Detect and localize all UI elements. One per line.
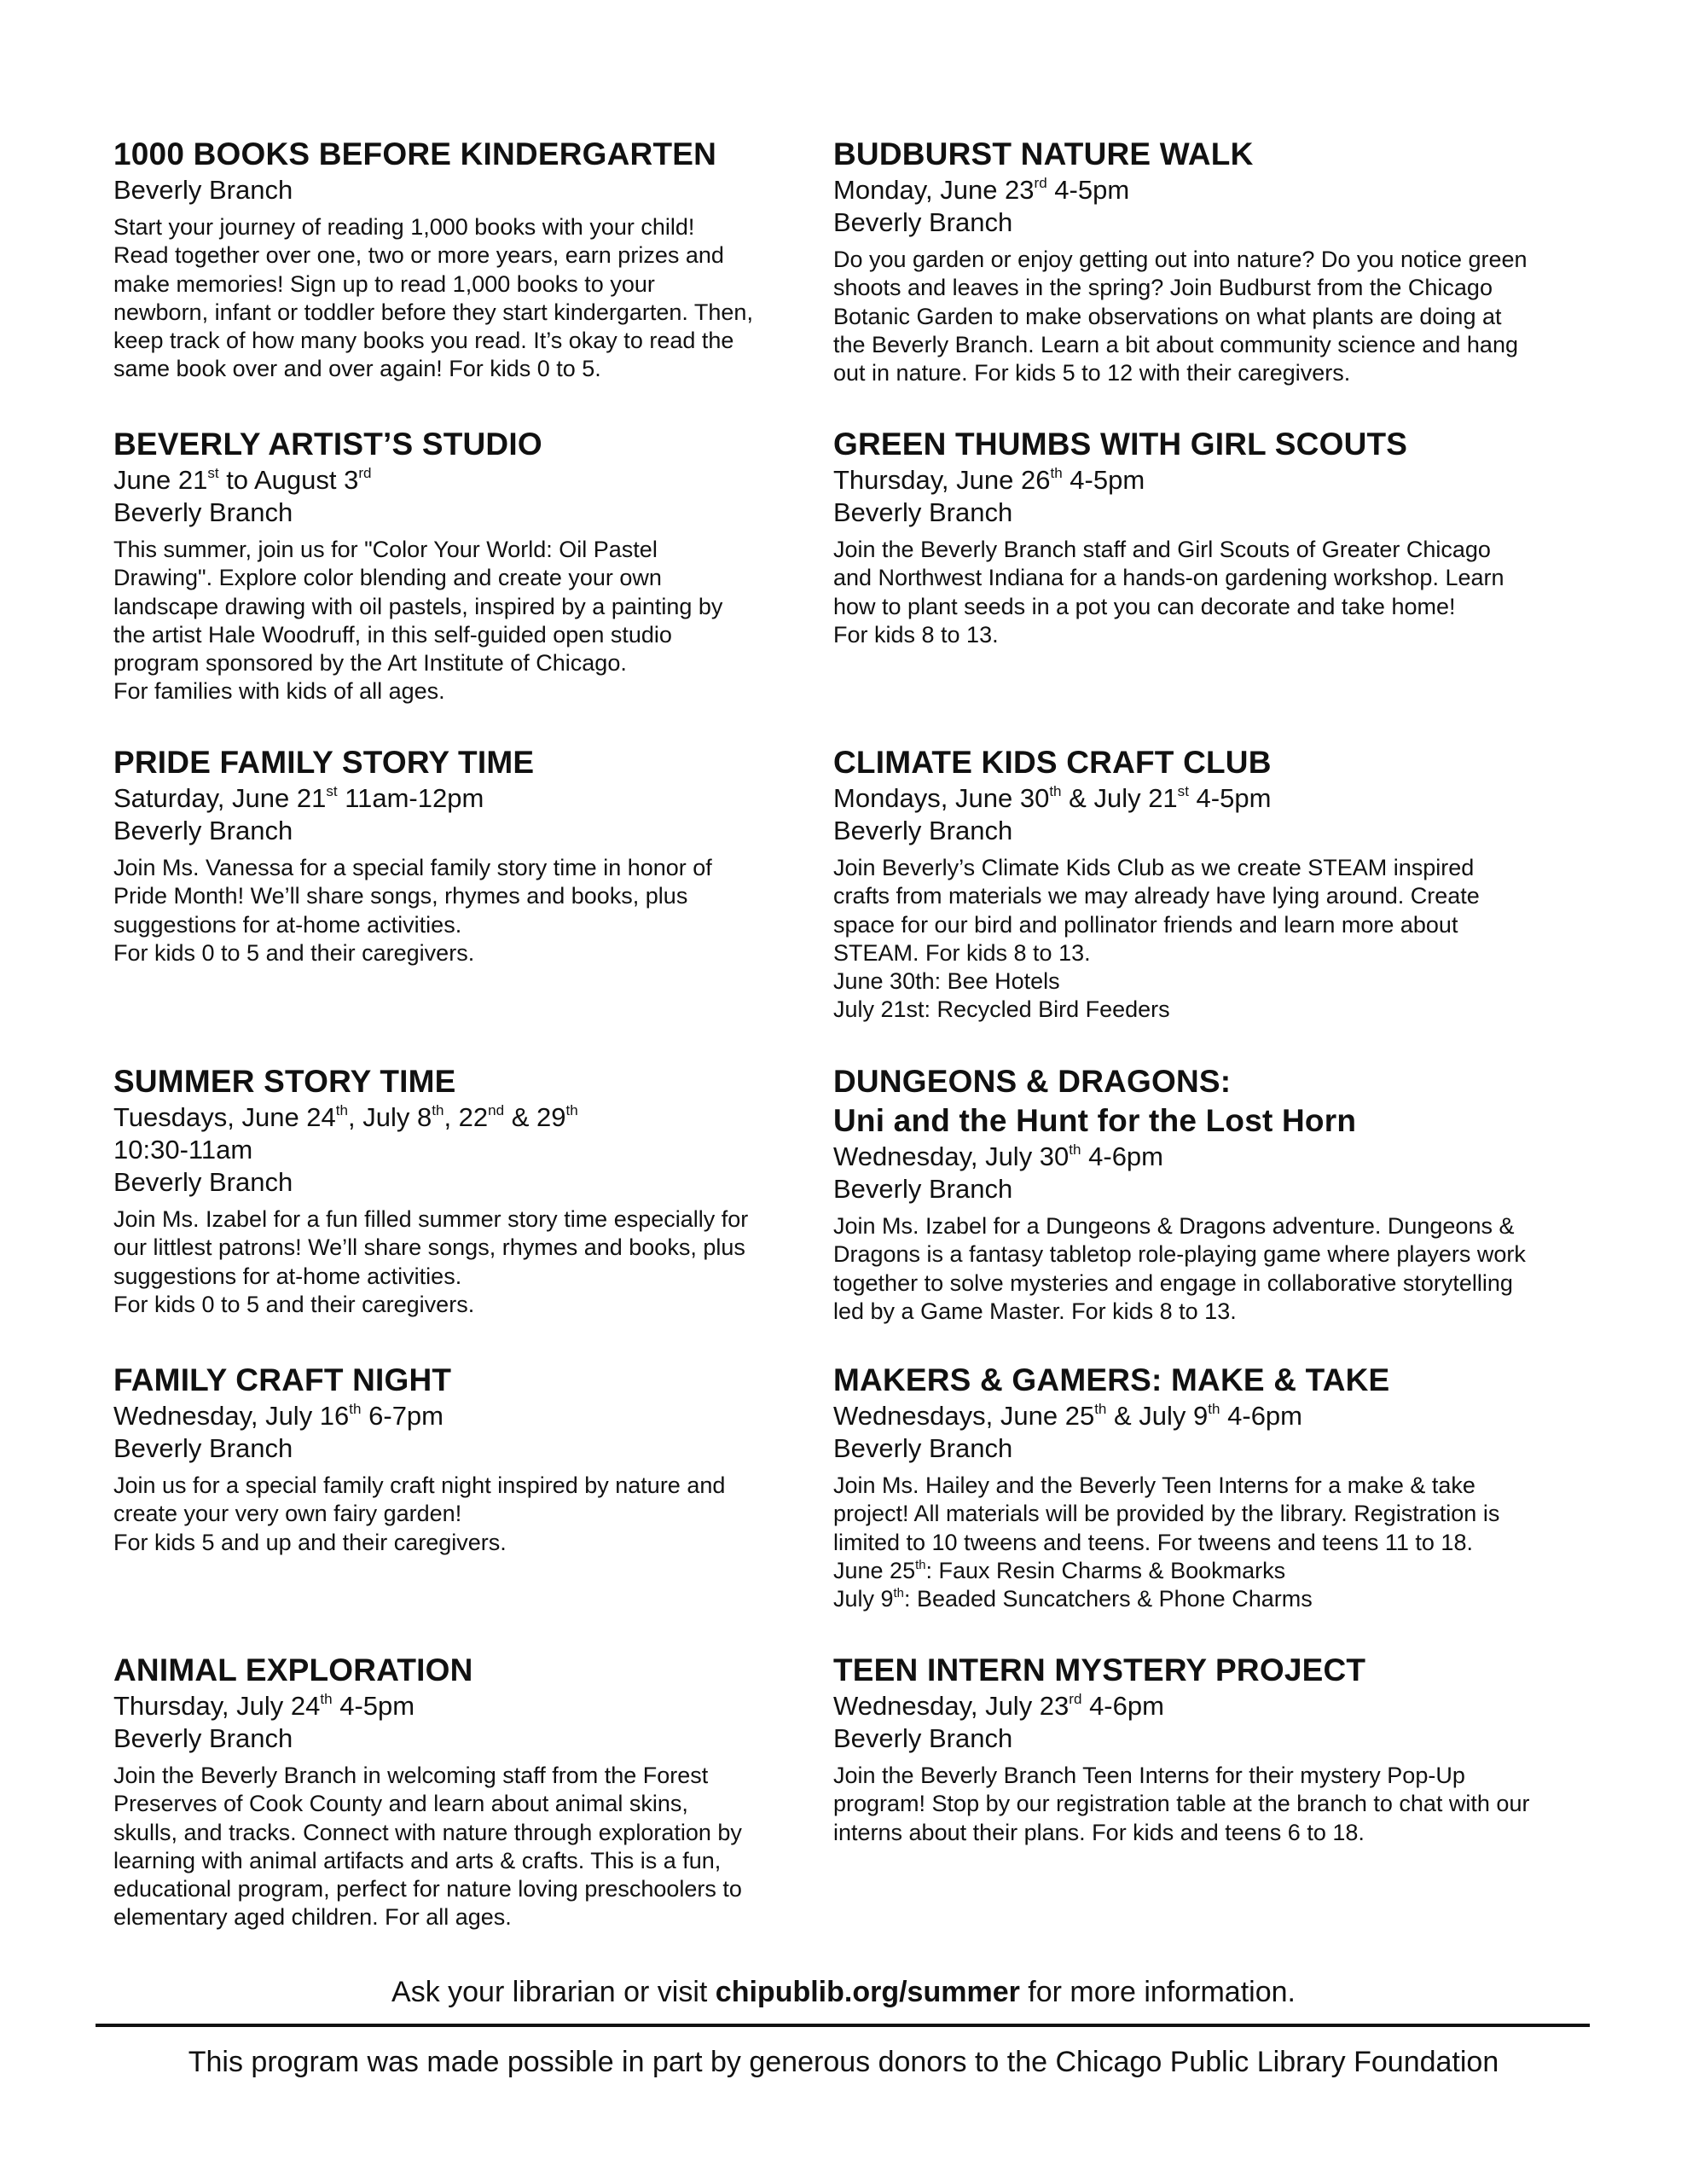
event-date: Thursday, June 26th 4-5pm (833, 465, 1145, 495)
event-animal-exploration (113, 1651, 742, 1932)
event-description: This summer, join us for "Color Your World: Oil Pastel Drawing". Explore color blending and create your own landscape drawing with oil pastels, inspired by a painting by the artist Hale Woodruff, in this self-guided open studio program sponsored by the Art Institute of Chicago. For families with kids of all ages. (113, 537, 723, 705)
event-description: Join the Beverly Branch staff and Girl Scouts of Greater Chicago and Northwest Indiana for a hands-on gardening workshop. Learn how to plant seeds in a pot you can decorate and take home! For kids 8 to 13. (833, 537, 1504, 648)
event-location: Beverly Branch (113, 175, 293, 205)
event-location: Beverly Branch (113, 1723, 293, 1753)
event-description: Start your journey of reading 1,000 books with your child! Read together over one, two or more years, earn prizes and make memories! Sign up to read 1,000 books to your newborn, infant or toddler before they start kindergarten. Then, keep track of how many books you read. It’s okay to read the same book over and over again! For kids 0 to 5. (113, 214, 753, 382)
event-teen-intern-mystery (833, 1651, 1529, 1847)
event-date: Tuesdays, June 24th, July 8th, 22nd & 29th (113, 1102, 578, 1132)
event-title: GREEN THUMBS WITH GIRL SCOUTS (833, 427, 1408, 462)
event-description: Join us for a special family craft night inspired by nature and create your very own fairy garden! For kids 5 and up and their caregivers. (113, 1472, 726, 1555)
event-title: BUDBURST NATURE WALK (833, 136, 1254, 171)
event-title: SUMMER STORY TIME (113, 1064, 456, 1099)
event-title: BEVERLY ARTIST’S STUDIO (113, 427, 542, 462)
event-date: June 21st to August 3rd (113, 465, 372, 495)
event-green-thumbs (833, 425, 1504, 649)
event-location: Beverly Branch (833, 1723, 1013, 1753)
event-description: Join Ms. Vanessa for a special family story time in honor of Pride Month! We’ll share songs, rhymes and books, plus suggestions for at-home activities. For kids 0 to 5 and their caregivers. (113, 855, 712, 966)
event-title: PRIDE FAMILY STORY TIME (113, 745, 535, 780)
event-location: Beverly Branch (833, 497, 1013, 527)
event-title: FAMILY CRAFT NIGHT (113, 1362, 452, 1397)
event-location: Beverly Branch (113, 1167, 293, 1197)
event-location: Beverly Branch (833, 816, 1013, 845)
event-subtitle: Uni and the Hunt for the Lost Horn (833, 1103, 1357, 1138)
event-dungeons-dragons (833, 1062, 1526, 1326)
event-title: TEEN INTERN MYSTERY PROJECT (833, 1653, 1366, 1687)
event-makers-gamers (833, 1361, 1499, 1613)
event-description: Join Ms. Hailey and the Beverly Teen Interns for a make & take project! All materials will be provided by the library. Registration is limited to 10 tweens and teens. For tweens and teens 11 to 18. June 25th: Faux Resin Charms & Bookmarks July 9th: Beaded Suncatchers & Phone Charms (833, 1472, 1499, 1613)
event-1000-books (113, 135, 753, 384)
event-location: Beverly Branch (113, 1433, 293, 1463)
event-date: Wednesday, July 16th 6-7pm (113, 1401, 443, 1431)
event-title: 1000 BOOKS BEFORE KINDERGARTEN (113, 136, 717, 171)
event-location: Beverly Branch (113, 497, 293, 527)
footer-credit: This program was made possible in part by generous donors to the Chicago Public Library Foundation (188, 2046, 1499, 2078)
event-date: Thursday, July 24th 4-5pm (113, 1691, 415, 1721)
event-summer-story-time (113, 1062, 748, 1319)
event-location: Beverly Branch (113, 816, 293, 845)
footer-info: Ask your librarian or visit chipublib.org/summer for more information. (391, 1976, 1296, 2008)
list-item: June 25th: Faux Resin Charms & Bookmarks (833, 1557, 1286, 1583)
event-description: Join the Beverly Branch Teen Interns for their mystery Pop-Up program! Stop by our registration table at the branch to chat with our interns about their plans. For kids and teens 6 to 18. (833, 1763, 1530, 1845)
event-date: Saturday, June 21st 11am-12pm (113, 783, 484, 813)
event-date: Wednesdays, June 25th & July 9th 4-6pm (833, 1401, 1302, 1431)
event-date: Wednesday, July 23rd 4-6pm (833, 1691, 1164, 1721)
event-description: Join Ms. Izabel for a fun filled summer story time especially for our littlest patrons! We’ll share songs, rhymes and books, plus suggestions for at-home activities. For kids 0 to 5 and their caregivers. (113, 1206, 749, 1317)
event-title: ANIMAL EXPLORATION (113, 1653, 473, 1687)
event-artists-studio (113, 425, 722, 706)
event-location: Beverly Branch (833, 1433, 1013, 1463)
event-title: MAKERS & GAMERS: MAKE & TAKE (833, 1362, 1390, 1397)
event-date: Mondays, June 30th & July 21st 4-5pm (833, 783, 1272, 813)
event-location: Beverly Branch (833, 1174, 1013, 1204)
event-location: Beverly Branch (833, 207, 1013, 237)
divider (96, 2024, 1590, 2027)
list-item: July 9th: Beaded Suncatchers & Phone Charms (833, 1586, 1313, 1612)
event-title: CLIMATE KIDS CRAFT CLUB (833, 745, 1272, 780)
event-description: Do you garden or enjoy getting out into nature? Do you notice green shoots and leaves in the spring? Join Budburst from the Chicago Botanic Garden to make observations on what plants are doing at the Beverly Branch. Learn a bit about community science and hang out in nature. For kids 5 to 12 with their caregivers. (833, 247, 1528, 386)
event-title: DUNGEONS & DRAGONS: (833, 1064, 1232, 1099)
event-description: Join the Beverly Branch in welcoming staff from the Forest Preserves of Cook County and learn about animal skins, skulls, and tracks. Connect with nature through exploration by learning with animal artifacts and arts & crafts. This is a fun, educational program, perfect for nature loving preschoolers to elementary aged children. For all ages. (113, 1763, 742, 1931)
event-climate-kids (833, 743, 1480, 1025)
event-date: Wednesday, July 30th 4-6pm (833, 1141, 1163, 1171)
event-family-craft-night (113, 1361, 725, 1557)
event-pride-story-time (113, 743, 712, 967)
event-budburst-nature-walk (833, 135, 1528, 387)
event-time: 10:30-11am (113, 1135, 253, 1165)
event-description: Join Beverly’s Climate Kids Club as we create STEAM inspired crafts from materials we may already have lying around. Create space for our bird and pollinator friends and learn more about STEAM. For kids 8 to 13. June 30th: Bee Hotels July 21st: Recycled Bird Feeders (833, 855, 1480, 1023)
footer-link[interactable]: chipublib.org/summer (715, 1976, 1020, 2008)
event-description: Join Ms. Izabel for a Dungeons & Dragons adventure. Dungeons & Dragons is a fantasy tabletop role-playing game where players work together to solve mysteries and engage in collaborative storytelling led by a Game Master. For kids 8 to 13. (833, 1213, 1526, 1324)
event-date: Monday, June 23rd 4-5pm (833, 175, 1130, 205)
